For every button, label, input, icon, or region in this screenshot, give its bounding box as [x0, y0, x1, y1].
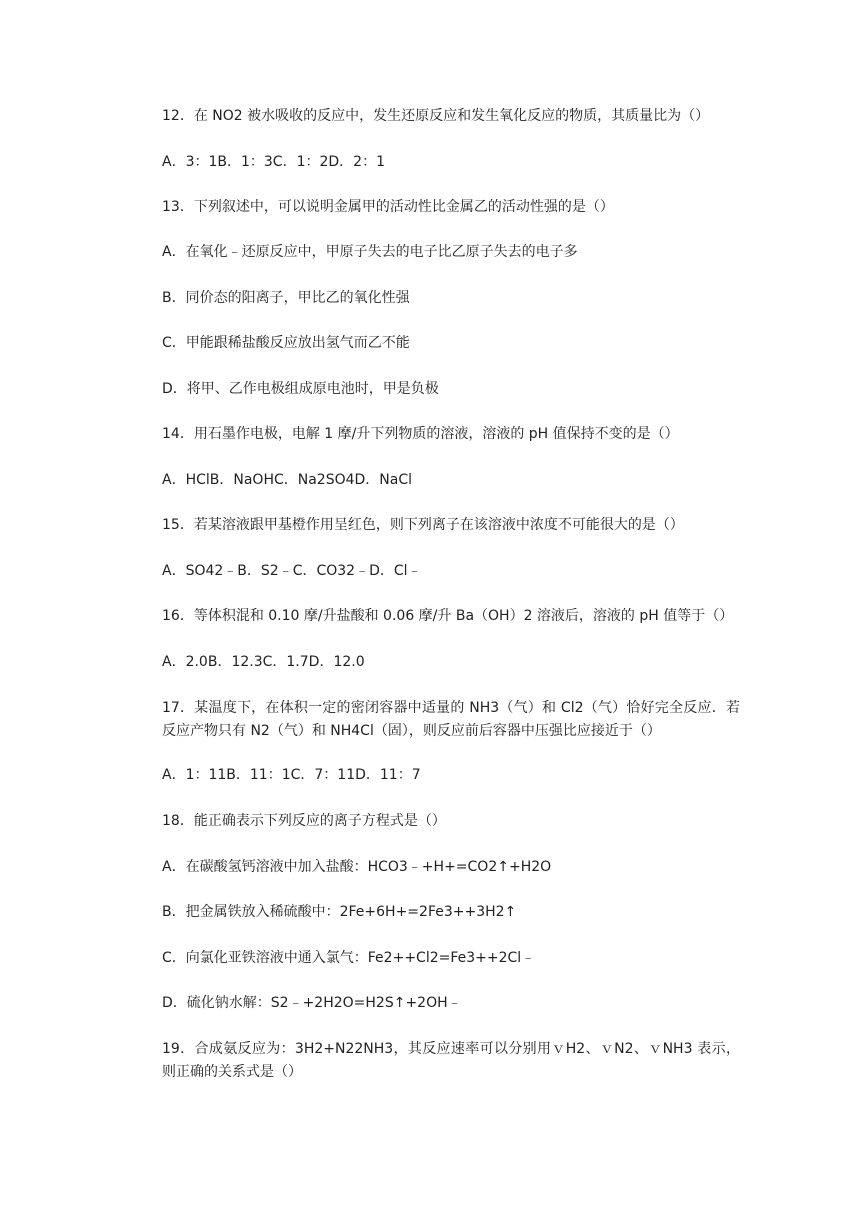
question-18-option-b: B．把金属铁放入稀硫酸中：2Fe+6H+=2Fe3++3H2↑ — [162, 904, 517, 920]
question-15: 15．若某溶液跟甲基橙作用呈红色，则下列离子在该溶液中浓度不可能很大的是（） — [162, 517, 684, 533]
question-12-options: A．3：1B．1：3C．1：2D．2：1 — [162, 154, 385, 170]
question-13-option-d: D．将甲、乙作电极组成原电池时，甲是负极 — [162, 381, 439, 397]
question-13-option-c: C．甲能跟稀盐酸反应放出氢气而乙不能 — [162, 335, 410, 351]
question-17-options: A．1：11B．11：1C．7：11D．11：7 — [162, 767, 421, 783]
question-18-option-d: D．硫化钠水解：S2﹣+2H2O=H2S↑+2OH﹣ — [162, 995, 462, 1011]
question-18: 18．能正确表示下列反应的离子方程式是（） — [162, 813, 446, 829]
question-18-option-a: A．在碳酸氢钙溶液中加入盐酸：HCO3﹣+H+=CO2↑+H2O — [162, 859, 552, 875]
question-18-option-c: C．向氯化亚铁溶液中通入氯气：Fe2++Cl2=Fe3++2Cl﹣ — [162, 950, 536, 966]
question-13-option-a: A．在氧化﹣还原反应中，甲原子失去的电子比乙原子失去的电子多 — [162, 244, 578, 260]
question-12: 12．在 NO2 被水吸收的反应中，发生还原反应和发生氧化反应的物质，其质量比为（） — [162, 108, 710, 124]
question-15-options: A．SO42﹣B．S2﹣C．CO32﹣D．Cl﹣ — [162, 563, 422, 579]
question-17: 17．某温度下，在体积一定的密闭容器中适量的 NH3（气）和 Cl2（气）恰好完全反应．若反应产物只有 N2（气）和 NH4Cl（固），则反应前后容器中压强比应接近于（） — [162, 700, 740, 739]
question-16: 16．等体积混和 0.10 摩/升盐酸和 0.06 摩/升 Ba（OH）2 溶液后，溶液的 pH 值等于（） — [162, 608, 734, 624]
question-14: 14．用石墨作电极，电解 1 摩/升下列物质的溶液，溶液的 pH 值保持不变的是（） — [162, 426, 679, 442]
question-19: 19．合成氨反应为：3H2+N22NH3，其反应速率可以分别用ｖH2、ｖN2、ｖNH3 表示，则正确的关系式是（） — [162, 1041, 740, 1080]
question-13: 13．下列叙述中，可以说明金属甲的活动性比金属乙的活动性强的是（） — [162, 199, 614, 215]
question-16-options: A．2.0B．12.3C．1.7D．12.0 — [162, 654, 365, 670]
question-13-option-b: B．同价态的阳离子，甲比乙的氧化性强 — [162, 290, 410, 306]
question-14-options: A．HClB．NaOHC．Na2SO4D．NaCl — [162, 472, 413, 488]
